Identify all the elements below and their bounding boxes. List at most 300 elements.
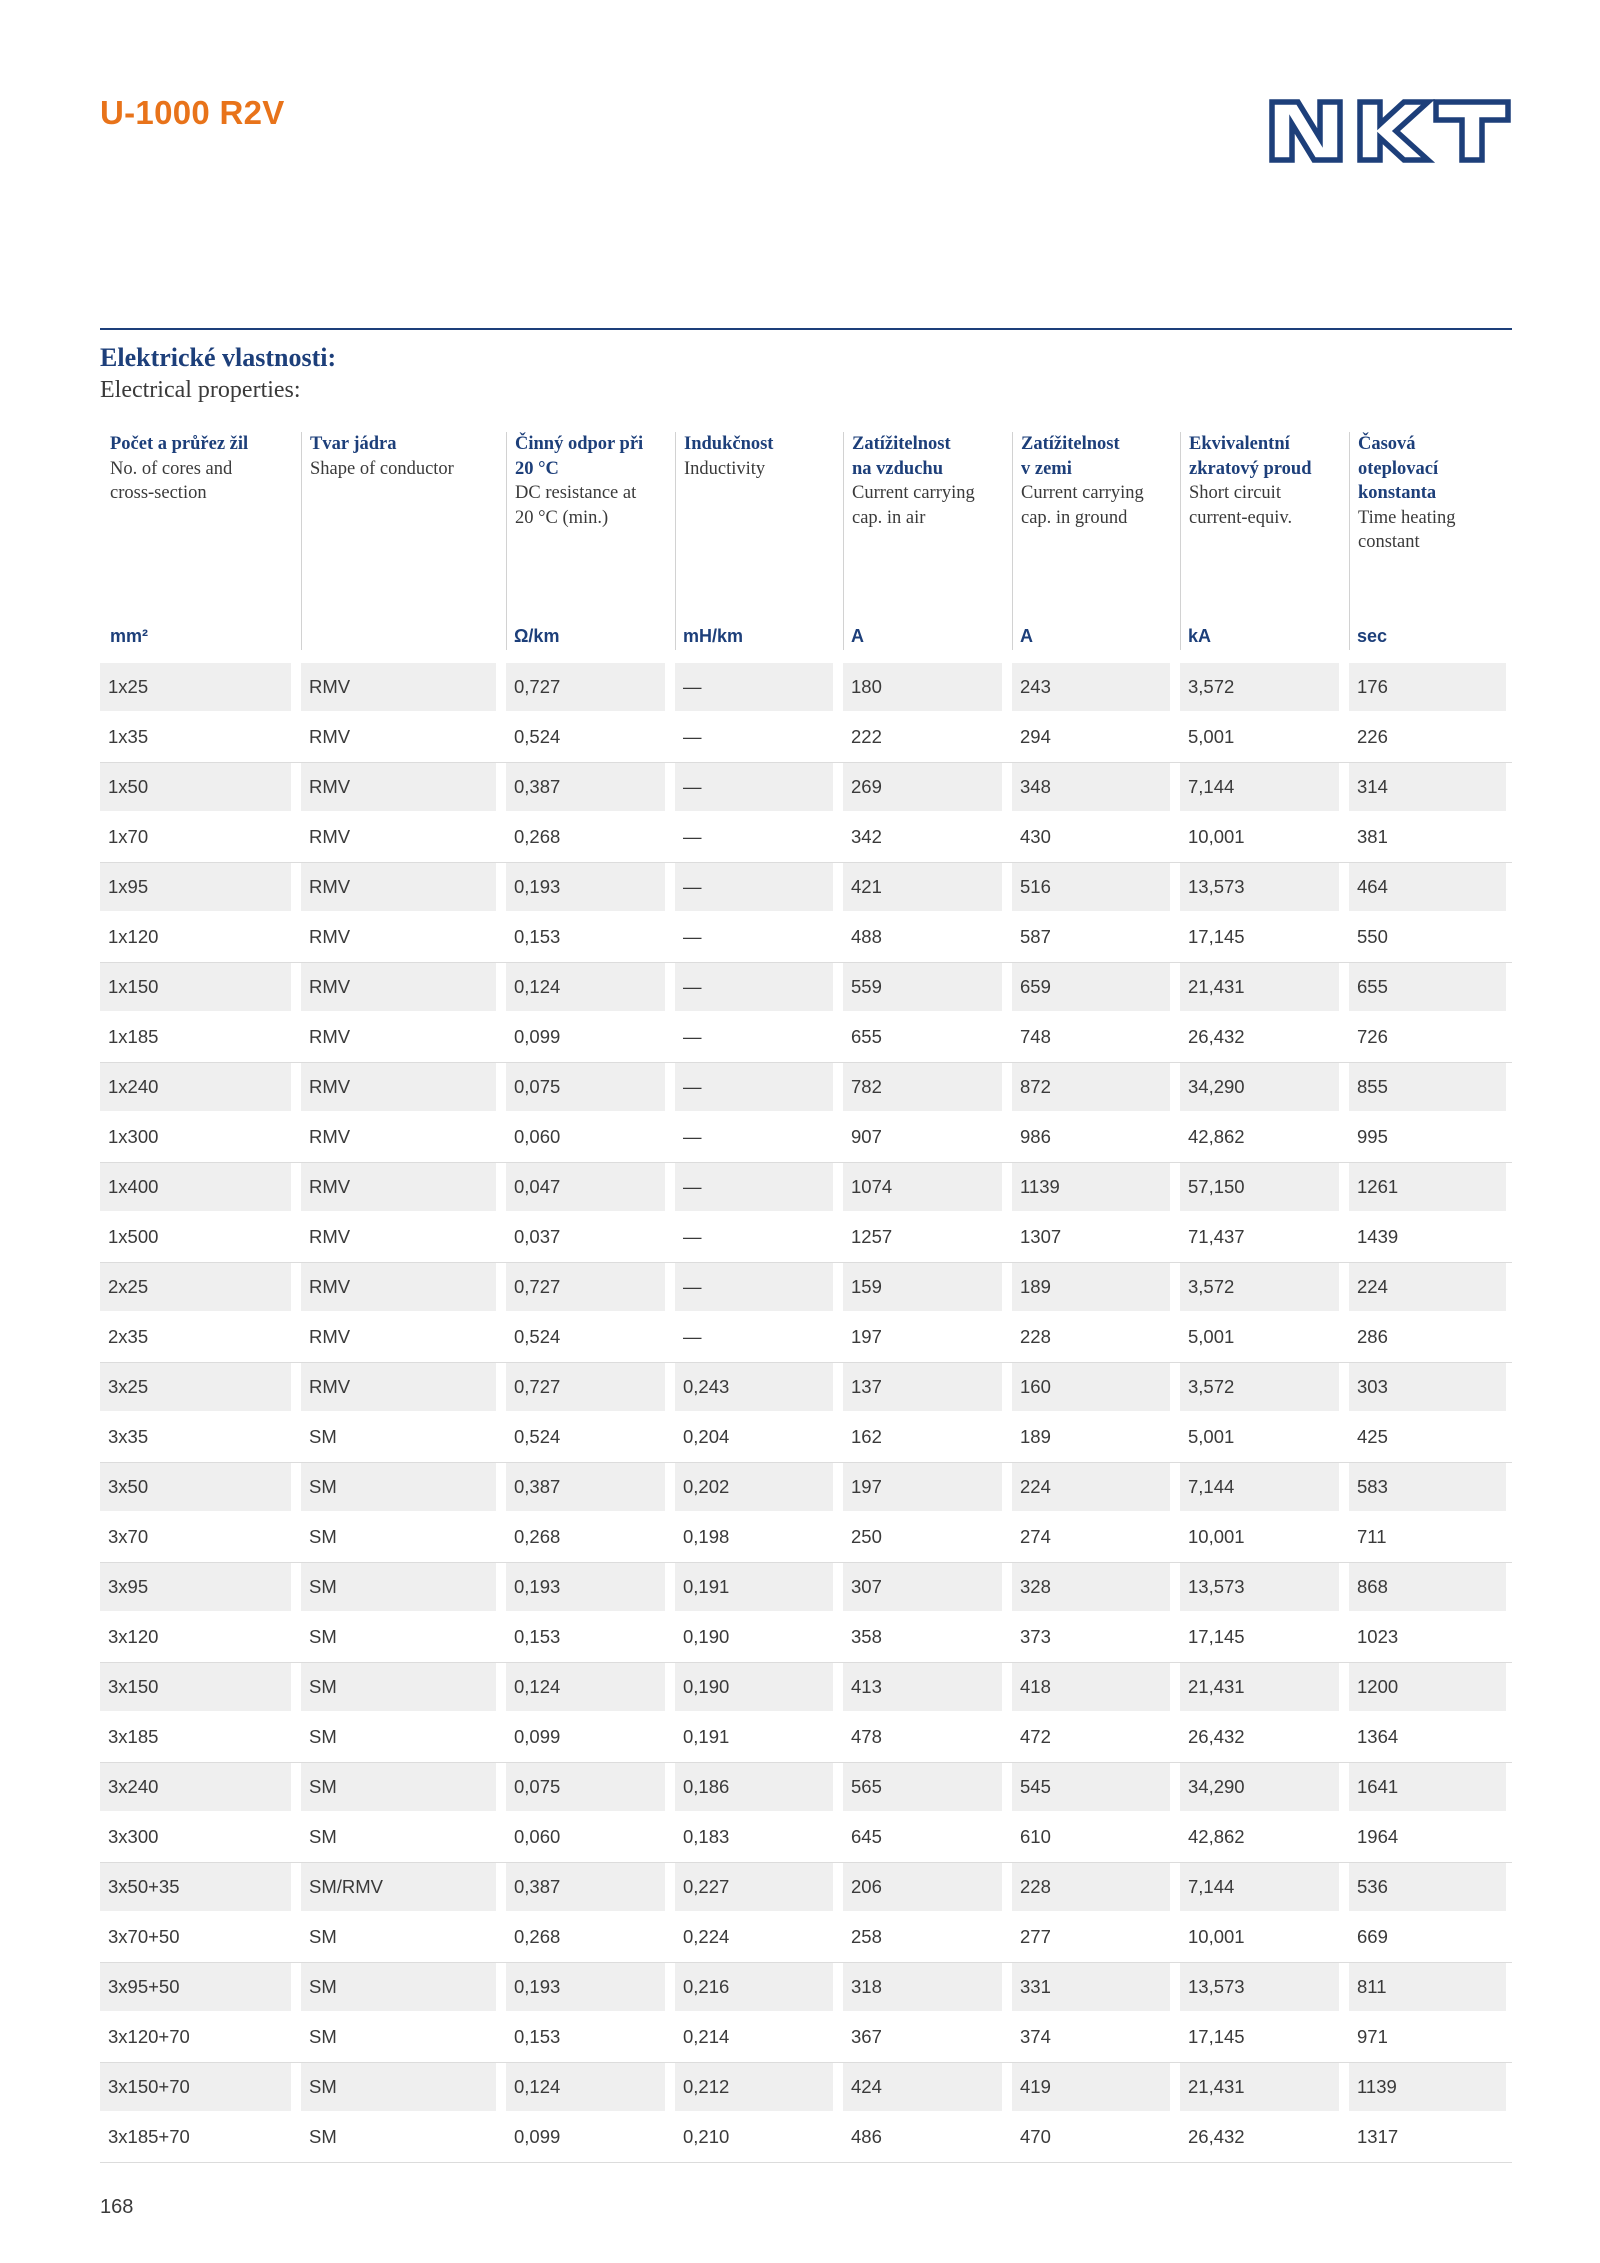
- table-cell: 228: [1012, 1863, 1170, 1911]
- table-cell: 3x70+50: [100, 1913, 291, 1961]
- table-cell: RMV: [301, 763, 496, 811]
- table-cell: 160: [1012, 1363, 1170, 1411]
- table-cell: 0,191: [675, 1563, 833, 1611]
- table-cell: 374: [1012, 2013, 1170, 2061]
- table-cell: SM: [301, 1963, 496, 2011]
- table-cell: RMV: [301, 1313, 496, 1361]
- page-number: 168: [100, 2196, 134, 2218]
- table-cell: 3x150: [100, 1663, 291, 1711]
- table-cell: 206: [843, 1863, 1002, 1911]
- table-cell: 748: [1012, 1013, 1170, 1061]
- column-header-cz-line: Zatížitelnost: [852, 434, 951, 454]
- table-cell: 3,572: [1180, 1263, 1339, 1311]
- table-cell: 0,227: [675, 1863, 833, 1911]
- table-cell: 258: [843, 1913, 1002, 1961]
- column-unit-6: A: [1020, 626, 1033, 646]
- table-cell: 10,001: [1180, 1513, 1339, 1561]
- table-cell: 0,216: [675, 1963, 833, 2011]
- table-row: [100, 1063, 1512, 1113]
- table-cell: 3x35: [100, 1413, 291, 1461]
- table-cell: SM: [301, 2113, 496, 2161]
- table-cell: 0,387: [506, 763, 665, 811]
- table-cell: 3x300: [100, 1813, 291, 1861]
- section-title: Elektrické vlastnosti:: [100, 343, 337, 372]
- table-cell: 0,153: [506, 2013, 665, 2061]
- table-cell: 1139: [1349, 2063, 1506, 2111]
- table-cell: 10,001: [1180, 1913, 1339, 1961]
- column-header-cz-line: Zatížitelnost: [1021, 434, 1120, 454]
- table-cell: —: [675, 963, 833, 1011]
- row-separator: [100, 2162, 1512, 2163]
- table-cell: 811: [1349, 1963, 1506, 2011]
- table-cell: 3x185+70: [100, 2113, 291, 2161]
- table-cell: 3x25: [100, 1363, 291, 1411]
- column-header-en-line: Time heating: [1358, 507, 1456, 528]
- table-cell: 545: [1012, 1763, 1170, 1811]
- table-cell: 0,214: [675, 2013, 833, 2061]
- table-cell: 1x95: [100, 863, 291, 911]
- table-cell: 2x35: [100, 1313, 291, 1361]
- table-cell: 1x50: [100, 763, 291, 811]
- column-header-8: [1349, 432, 1513, 650]
- column-unit-7: kA: [1188, 626, 1212, 646]
- table-cell: 0,075: [506, 1763, 665, 1811]
- table-cell: 42,862: [1180, 1113, 1339, 1161]
- table-cell: 243: [1012, 663, 1170, 711]
- table-row: [100, 1763, 1512, 1813]
- table-cell: 3x70: [100, 1513, 291, 1561]
- table-cell: RMV: [301, 963, 496, 1011]
- column-unit-5: A: [851, 626, 864, 646]
- table-cell: 294: [1012, 713, 1170, 761]
- column-header-7: [1180, 432, 1346, 650]
- table-cell: 3x50+35: [100, 1863, 291, 1911]
- document-title: U-1000 R2V: [100, 94, 285, 131]
- table-cell: 222: [843, 713, 1002, 761]
- table-cell: 226: [1349, 713, 1506, 761]
- column-header-en-line: cap. in ground: [1021, 507, 1128, 528]
- table-cell: 197: [843, 1463, 1002, 1511]
- table-cell: 26,432: [1180, 1013, 1339, 1061]
- table-row: [100, 1613, 1512, 1663]
- table-cell: —: [675, 813, 833, 861]
- table-cell: 358: [843, 1613, 1002, 1661]
- table-cell: 34,290: [1180, 1763, 1339, 1811]
- table-cell: 10,001: [1180, 813, 1339, 861]
- table-cell: 3,572: [1180, 1363, 1339, 1411]
- table-cell: 1023: [1349, 1613, 1506, 1661]
- table-cell: 189: [1012, 1413, 1170, 1461]
- table-cell: RMV: [301, 1163, 496, 1211]
- table-cell: 5,001: [1180, 713, 1339, 761]
- table-row: [100, 1363, 1512, 1413]
- column-header-cz-line: Počet a průřez žil: [110, 434, 249, 454]
- table-cell: 0,153: [506, 913, 665, 961]
- table-cell: 13,573: [1180, 1963, 1339, 2011]
- table-cell: 0,193: [506, 863, 665, 911]
- table-cell: 413: [843, 1663, 1002, 1711]
- table-row: [100, 1163, 1512, 1213]
- table-cell: 1200: [1349, 1663, 1506, 1711]
- column-header-6: [1012, 432, 1177, 650]
- table-cell: 13,573: [1180, 863, 1339, 911]
- table-cell: SM: [301, 1613, 496, 1661]
- table-cell: SM: [301, 2063, 496, 2111]
- table-cell: 26,432: [1180, 2113, 1339, 2161]
- table-cell: 1x120: [100, 913, 291, 961]
- table-cell: 995: [1349, 1113, 1506, 1161]
- table-cell: 1x185: [100, 1013, 291, 1061]
- table-cell: 176: [1349, 663, 1506, 711]
- table-cell: 189: [1012, 1263, 1170, 1311]
- table-cell: 314: [1349, 763, 1506, 811]
- table-cell: 0,387: [506, 1463, 665, 1511]
- table-cell: 3x120: [100, 1613, 291, 1661]
- table-cell: 180: [843, 663, 1002, 711]
- table-cell: 328: [1012, 1563, 1170, 1611]
- table-cell: 0,183: [675, 1813, 833, 1861]
- table-cell: 516: [1012, 863, 1170, 911]
- table-row: [100, 1663, 1512, 1713]
- table-cell: —: [675, 1013, 833, 1061]
- column-header-4: [675, 432, 840, 650]
- table-cell: 17,145: [1180, 1613, 1339, 1661]
- table-cell: 5,001: [1180, 1413, 1339, 1461]
- nkt-logo: [1268, 98, 1512, 164]
- table-cell: RMV: [301, 663, 496, 711]
- table-cell: 7,144: [1180, 1463, 1339, 1511]
- column-header-en-line: cap. in air: [852, 507, 926, 528]
- table-cell: 159: [843, 1263, 1002, 1311]
- table-cell: 162: [843, 1413, 1002, 1461]
- table-cell: 0,099: [506, 1013, 665, 1061]
- table-cell: —: [675, 1263, 833, 1311]
- table-row: [100, 1513, 1512, 1563]
- table-cell: 3x120+70: [100, 2013, 291, 2061]
- section-subtitle: Electrical properties:: [100, 377, 301, 403]
- table-cell: 137: [843, 1363, 1002, 1411]
- table-cell: RMV: [301, 1363, 496, 1411]
- table-cell: 1641: [1349, 1763, 1506, 1811]
- table-cell: 7,144: [1180, 1863, 1339, 1911]
- table-cell: 34,290: [1180, 1063, 1339, 1111]
- column-header-2: [301, 432, 503, 650]
- table-cell: 21,431: [1180, 1663, 1339, 1711]
- table-cell: 228: [1012, 1313, 1170, 1361]
- table-cell: 17,145: [1180, 913, 1339, 961]
- column-header-en-line: constant: [1358, 532, 1420, 552]
- table-cell: 1261: [1349, 1163, 1506, 1211]
- table-cell: 645: [843, 1813, 1002, 1861]
- table-cell: 0,268: [506, 813, 665, 861]
- table-cell: 419: [1012, 2063, 1170, 2111]
- table-cell: 0,204: [675, 1413, 833, 1461]
- table-cell: 0,193: [506, 1563, 665, 1611]
- table-cell: 274: [1012, 1513, 1170, 1561]
- column-header-en-line: Inductivity: [684, 458, 766, 479]
- table-cell: 21,431: [1180, 2063, 1339, 2111]
- table-cell: 470: [1012, 2113, 1170, 2161]
- table-cell: 971: [1349, 2013, 1506, 2061]
- table-cell: 559: [843, 963, 1002, 1011]
- section-divider: [100, 328, 1512, 330]
- table-row: [100, 863, 1512, 913]
- table-cell: 3,572: [1180, 663, 1339, 711]
- column-header-cz-line: 20 °C: [515, 458, 559, 479]
- table-cell: 3x150+70: [100, 2063, 291, 2111]
- table-cell: 26,432: [1180, 1713, 1339, 1761]
- table-cell: 224: [1012, 1463, 1170, 1511]
- table-row: [100, 713, 1512, 763]
- table-cell: 224: [1349, 1263, 1506, 1311]
- table-cell: 277: [1012, 1913, 1170, 1961]
- table-cell: 0,153: [506, 1613, 665, 1661]
- table-row: [100, 2013, 1512, 2063]
- table-cell: 464: [1349, 863, 1506, 911]
- table-cell: —: [675, 763, 833, 811]
- column-header-en-line: DC resistance at: [515, 483, 637, 503]
- table-cell: 0,210: [675, 2113, 833, 2161]
- table-cell: 3x240: [100, 1763, 291, 1811]
- table-cell: 13,573: [1180, 1563, 1339, 1611]
- column-header-en-line: Shape of conductor: [310, 458, 454, 479]
- column-header-en-line: No. of cores and: [110, 458, 233, 479]
- table-cell: RMV: [301, 1263, 496, 1311]
- column-header-cz-line: Ekvivalentní: [1189, 434, 1290, 454]
- column-header-cz-line: Tvar jádra: [310, 434, 397, 454]
- table-cell: 855: [1349, 1063, 1506, 1111]
- column-header-cz-line: na vzduchu: [852, 458, 943, 479]
- table-cell: 610: [1012, 1813, 1170, 1861]
- table-cell: 269: [843, 763, 1002, 811]
- table-cell: 425: [1349, 1413, 1506, 1461]
- table-cell: RMV: [301, 1063, 496, 1111]
- table-cell: 3x50: [100, 1463, 291, 1511]
- table-cell: RMV: [301, 1013, 496, 1061]
- table-row: [100, 813, 1512, 863]
- table-row: [100, 1563, 1512, 1613]
- table-cell: 2x25: [100, 1263, 291, 1311]
- column-unit-1: mm²: [110, 626, 149, 646]
- table-cell: RMV: [301, 713, 496, 761]
- table-cell: 583: [1349, 1463, 1506, 1511]
- table-cell: 348: [1012, 763, 1170, 811]
- table-cell: RMV: [301, 913, 496, 961]
- table-row: [100, 2063, 1512, 2113]
- table-cell: 430: [1012, 813, 1170, 861]
- table-cell: 536: [1349, 1863, 1506, 1911]
- table-cell: 868: [1349, 1563, 1506, 1611]
- table-cell: RMV: [301, 813, 496, 861]
- table-cell: SM: [301, 1463, 496, 1511]
- table-cell: 1x500: [100, 1213, 291, 1261]
- table-cell: 1317: [1349, 2113, 1506, 2161]
- table-cell: 0,524: [506, 713, 665, 761]
- table-cell: 472: [1012, 1713, 1170, 1761]
- table-row: [100, 1413, 1512, 1463]
- table-cell: 331: [1012, 1963, 1170, 2011]
- table-cell: 0,727: [506, 663, 665, 711]
- table-cell: 0,060: [506, 1113, 665, 1161]
- table-cell: RMV: [301, 1213, 496, 1261]
- table-cell: 0,224: [675, 1913, 833, 1961]
- table-row: [100, 1913, 1512, 1963]
- table-cell: 0,047: [506, 1163, 665, 1211]
- column-unit-8: sec: [1357, 626, 1388, 646]
- table-row: [100, 663, 1512, 713]
- table-cell: 3x95: [100, 1563, 291, 1611]
- table-cell: 0,060: [506, 1813, 665, 1861]
- table-cell: —: [675, 663, 833, 711]
- table-cell: 1257: [843, 1213, 1002, 1261]
- table-cell: 303: [1349, 1363, 1506, 1411]
- table-cell: —: [675, 1313, 833, 1361]
- column-unit-4: mH/km: [683, 626, 744, 646]
- table-cell: SM: [301, 1713, 496, 1761]
- table-cell: 381: [1349, 813, 1506, 861]
- column-header-cz-line: Činný odpor při: [515, 434, 644, 454]
- table-cell: 1x35: [100, 713, 291, 761]
- column-header-en-line: Current carrying: [852, 483, 975, 503]
- table-cell: —: [675, 1113, 833, 1161]
- table-cell: SM: [301, 1913, 496, 1961]
- table-cell: —: [675, 913, 833, 961]
- column-header-cz-line: konstanta: [1358, 483, 1437, 503]
- table-cell: SM/RMV: [301, 1863, 496, 1911]
- table-cell: 0,524: [506, 1413, 665, 1461]
- table-cell: 0,075: [506, 1063, 665, 1111]
- table-cell: 21,431: [1180, 963, 1339, 1011]
- table-row: [100, 1813, 1512, 1863]
- table-cell: 0,243: [675, 1363, 833, 1411]
- table-cell: 71,437: [1180, 1213, 1339, 1261]
- table-cell: 655: [843, 1013, 1002, 1061]
- table-row: [100, 1313, 1512, 1363]
- table-cell: 7,144: [1180, 763, 1339, 811]
- table-cell: 0,268: [506, 1913, 665, 1961]
- table-cell: 587: [1012, 913, 1170, 961]
- table-cell: 197: [843, 1313, 1002, 1361]
- column-header-cz-line: Indukčnost: [684, 434, 774, 454]
- table-cell: 0,037: [506, 1213, 665, 1261]
- table-cell: 367: [843, 2013, 1002, 2061]
- table-cell: 659: [1012, 963, 1170, 1011]
- table-cell: 1x300: [100, 1113, 291, 1161]
- table-cell: 418: [1012, 1663, 1170, 1711]
- table-row: [100, 1263, 1512, 1313]
- table-cell: 711: [1349, 1513, 1506, 1561]
- table-cell: 478: [843, 1713, 1002, 1761]
- table-cell: 782: [843, 1063, 1002, 1111]
- table-cell: 1x400: [100, 1163, 291, 1211]
- column-header-3: [506, 432, 672, 650]
- table-cell: RMV: [301, 863, 496, 911]
- table-cell: 0,099: [506, 1713, 665, 1761]
- table-cell: —: [675, 1213, 833, 1261]
- table-cell: 486: [843, 2113, 1002, 2161]
- table-cell: 1x25: [100, 663, 291, 711]
- table-cell: —: [675, 1163, 833, 1211]
- column-unit-3: Ω/km: [514, 626, 560, 646]
- table-cell: 318: [843, 1963, 1002, 2011]
- table-row: [100, 1463, 1512, 1513]
- table-cell: SM: [301, 1763, 496, 1811]
- table-cell: 373: [1012, 1613, 1170, 1661]
- table-cell: 1964: [1349, 1813, 1506, 1861]
- table-cell: 1439: [1349, 1213, 1506, 1261]
- table-cell: 669: [1349, 1913, 1506, 1961]
- column-header-1: [102, 432, 299, 650]
- table-cell: 1139: [1012, 1163, 1170, 1211]
- table-cell: 0,124: [506, 963, 665, 1011]
- table-row: [100, 2113, 1512, 2163]
- table-cell: 726: [1349, 1013, 1506, 1061]
- table-cell: SM: [301, 1513, 496, 1561]
- table-cell: SM: [301, 2013, 496, 2061]
- table-cell: —: [675, 1063, 833, 1111]
- table-cell: 42,862: [1180, 1813, 1339, 1861]
- table-cell: 872: [1012, 1063, 1170, 1111]
- table-cell: 0,191: [675, 1713, 833, 1761]
- column-header-5: [843, 432, 1009, 650]
- table-cell: 565: [843, 1763, 1002, 1811]
- table-cell: SM: [301, 1563, 496, 1611]
- table-row: [100, 1213, 1512, 1263]
- table-cell: 655: [1349, 963, 1506, 1011]
- column-header-cz-line: Časová: [1358, 434, 1416, 454]
- table-row: [100, 963, 1512, 1013]
- table-cell: SM: [301, 1663, 496, 1711]
- table-cell: RMV: [301, 1113, 496, 1161]
- table-row: [100, 913, 1512, 963]
- table-cell: 0,524: [506, 1313, 665, 1361]
- table-cell: 0,190: [675, 1663, 833, 1711]
- column-header-en-line: 20 °C (min.): [515, 507, 609, 528]
- table-row: [100, 763, 1512, 813]
- table-row: [100, 1013, 1512, 1063]
- table-cell: 0,190: [675, 1613, 833, 1661]
- table-cell: SM: [301, 1813, 496, 1861]
- table-cell: 0,186: [675, 1763, 833, 1811]
- table-cell: 342: [843, 813, 1002, 861]
- table-cell: 0,727: [506, 1263, 665, 1311]
- table-cell: 5,001: [1180, 1313, 1339, 1361]
- table-cell: 3x95+50: [100, 1963, 291, 2011]
- table-cell: 3x185: [100, 1713, 291, 1761]
- table-cell: 0,099: [506, 2113, 665, 2161]
- column-header-cz-line: oteplovací: [1358, 458, 1439, 479]
- table-cell: 57,150: [1180, 1163, 1339, 1211]
- table-cell: 0,124: [506, 2063, 665, 2111]
- table-cell: 250: [843, 1513, 1002, 1561]
- table-cell: 1x150: [100, 963, 291, 1011]
- table-cell: 421: [843, 863, 1002, 911]
- table-cell: 0,198: [675, 1513, 833, 1561]
- column-header-en-line: current-equiv.: [1189, 507, 1293, 528]
- table-cell: 0,202: [675, 1463, 833, 1511]
- table-cell: 0,124: [506, 1663, 665, 1711]
- table-cell: 424: [843, 2063, 1002, 2111]
- column-header-en-line: Current carrying: [1021, 483, 1144, 503]
- table-cell: 1x70: [100, 813, 291, 861]
- table-cell: 0,387: [506, 1863, 665, 1911]
- table-cell: 550: [1349, 913, 1506, 961]
- table-cell: 1364: [1349, 1713, 1506, 1761]
- table-cell: 286: [1349, 1313, 1506, 1361]
- table-cell: 907: [843, 1113, 1002, 1161]
- table-cell: 986: [1012, 1113, 1170, 1161]
- table-cell: —: [675, 863, 833, 911]
